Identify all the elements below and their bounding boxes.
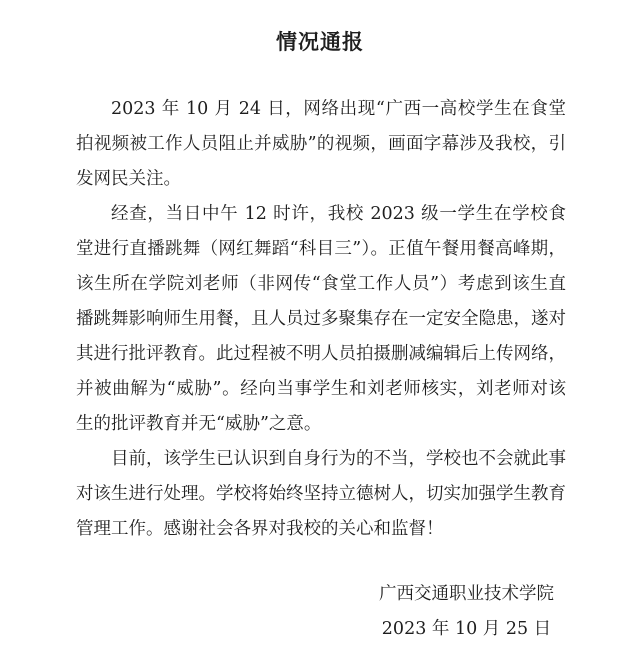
- document-body: [76, 92, 566, 547]
- signature-block: [379, 577, 554, 647]
- paragraph-1: 2023 年 10 月 24 日，网络出现“广西一高校学生在食堂拍视频被工作人员阻止并威胁”的视频，画面字幕涉及我校，引发网民关注。: [76, 99, 566, 189]
- paragraph-3: 目前，该学生已认识到自身行为的不当，学校也不会就此事对该生进行处理。学校将始终坚持立德树人，切实加强学生教育管理工作。感谢社会各界对我校的关心和监督！: [76, 449, 566, 539]
- document-title: 情况通报: [276, 30, 364, 54]
- paragraph-2: 经查，当日中午 12 时许，我校 2023 级一学生在学校食堂进行直播跳舞（网红舞蹈“科目三”）。正值午餐用餐高峰期，该生所在学院刘老师（非网传“食堂工作人员”）考虑到该生直播跳舞影响师生用餐，且人员过多聚集存在一定安全隐患，遂对其进行批评教育。此过程被不明人员拍摄删减编辑后上传网络，并被曲解为“威胁”。经向当事学生和刘老师核实，刘老师对该生的批评教育并无“威胁”之意。: [76, 204, 566, 434]
- signature-date: 2023 年 10 月 25 日: [381, 619, 552, 639]
- signature-organization: 广西交通职业技术学院: [379, 584, 554, 604]
